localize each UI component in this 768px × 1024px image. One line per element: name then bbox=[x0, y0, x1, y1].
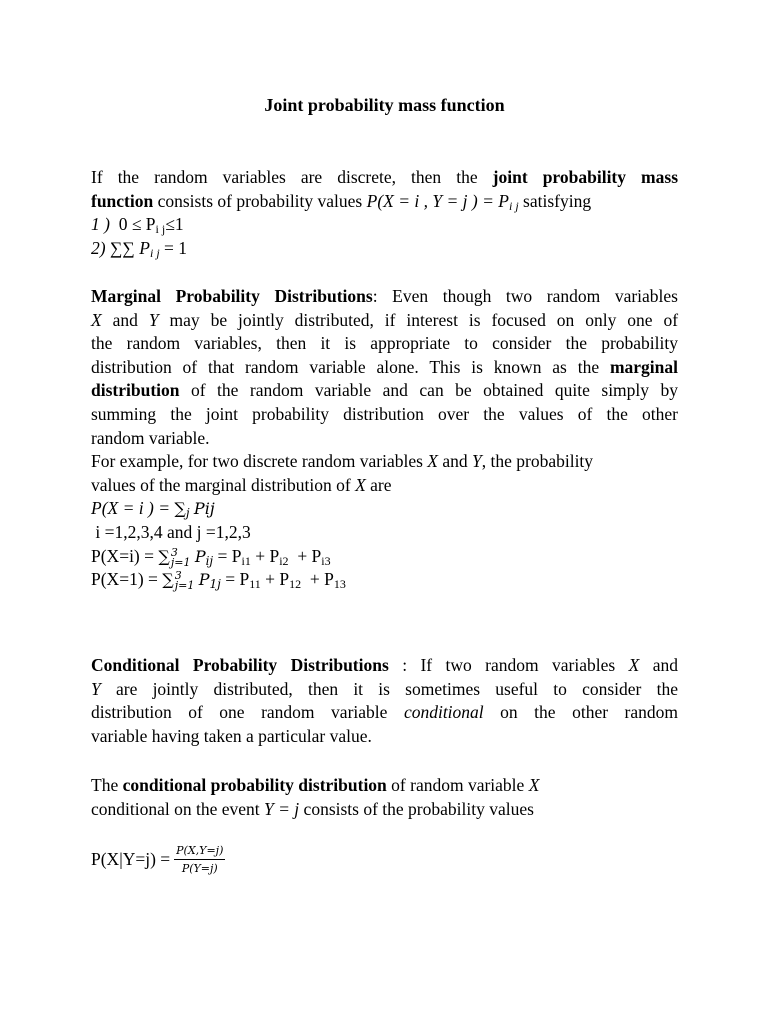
marginal-line-5: distribution of the random variable and can be obtained quite simply by bbox=[91, 380, 679, 401]
marginal-formula-1: P(X = i ) = $\sum_j$ Pij bbox=[91, 498, 215, 521]
conditional-fraction bbox=[174, 844, 225, 876]
marginal-formula-4: P(X=1) = ∑ 3 j=1 $P_{1j} = P_{11} + P_{12} + P_{13}$ bbox=[91, 569, 346, 593]
marginal-formula-2: i =1,2,3,4 and j =1,2,3 bbox=[95, 521, 251, 542]
conditional-def-line-2: conditional on the event Y = j consists of the probability values bbox=[91, 798, 534, 819]
conditional-line-1: Conditional Probability Distributions : If two random variables X and bbox=[91, 655, 678, 675]
conditional-line-2: Y are jointly distributed, then it is sometimes useful to consider the bbox=[91, 678, 678, 699]
conditional-def-line-1: The conditional probability distribution of random variable X bbox=[91, 775, 540, 795]
marginal-line-6: summing the joint probability distribution over the values of the other bbox=[91, 403, 678, 424]
marginal-line-9: values of the marginal distribution of X are bbox=[91, 474, 392, 495]
marginal-line-3: the random variables, then it is appropriate to consider the probability bbox=[91, 333, 678, 354]
conditional-heading: Conditional Probability Distributions bbox=[91, 655, 389, 675]
marginal-heading: Marginal Probability Distributions bbox=[91, 286, 373, 306]
conditional-formula: P(X|Y=j) = $\frac{P(X,Y=j)}{P(Y=j)}$ bbox=[91, 844, 224, 875]
pmf-line-2: function consists of probability values P(X = i , Y = j ) = $P_{i j}$ satisfying bbox=[91, 190, 592, 213]
pmf-line-1: If the random variables are discrete, then the joint probability mass bbox=[91, 167, 678, 187]
marginal-paragraph bbox=[91, 285, 678, 592]
conditional-line-3: distribution of one random variable conditional on the other random bbox=[91, 702, 679, 723]
pmf-paragraph bbox=[91, 166, 678, 260]
conditional-line-4: variable having taken a particular value. bbox=[91, 725, 372, 746]
marginal-line-1: Marginal Probability Distributions: Even though two random variables bbox=[91, 286, 678, 306]
marginal-line-7: random variable. bbox=[91, 427, 210, 448]
marginal-line-4: distribution of that random variable alone. This is known as the marginal bbox=[91, 356, 678, 377]
pmf-condition-2: 2) ∑∑ $P_{i j} = 1$ bbox=[91, 237, 188, 260]
pmf-formula: P(X = i , Y = j ) = P bbox=[366, 190, 509, 211]
marginal-formula-3: P(X=i) = ∑ 3 j=1 $P_{ij} = P_{i1} + P_{i2} + P_{i3}$ bbox=[91, 545, 331, 569]
fraction-numerator: P(X,Y=j) bbox=[174, 844, 225, 860]
marginal-line-8: For example, for two discrete random variables X and Y, the probability bbox=[91, 451, 594, 472]
pmf-condition-1: 1 ) $0 \le P_{i j}\le 1$ bbox=[91, 214, 184, 237]
conditional-definition bbox=[91, 774, 678, 821]
page-title: Joint probability mass function bbox=[264, 95, 505, 115]
fraction-denominator: P(Y=j) bbox=[181, 862, 218, 875]
term-joint-pmf: joint probability mass bbox=[492, 167, 678, 187]
conditional-paragraph bbox=[91, 654, 678, 748]
marginal-line-2: X and Y may be jointly distributed, if interest is focused on only one of bbox=[91, 309, 679, 330]
